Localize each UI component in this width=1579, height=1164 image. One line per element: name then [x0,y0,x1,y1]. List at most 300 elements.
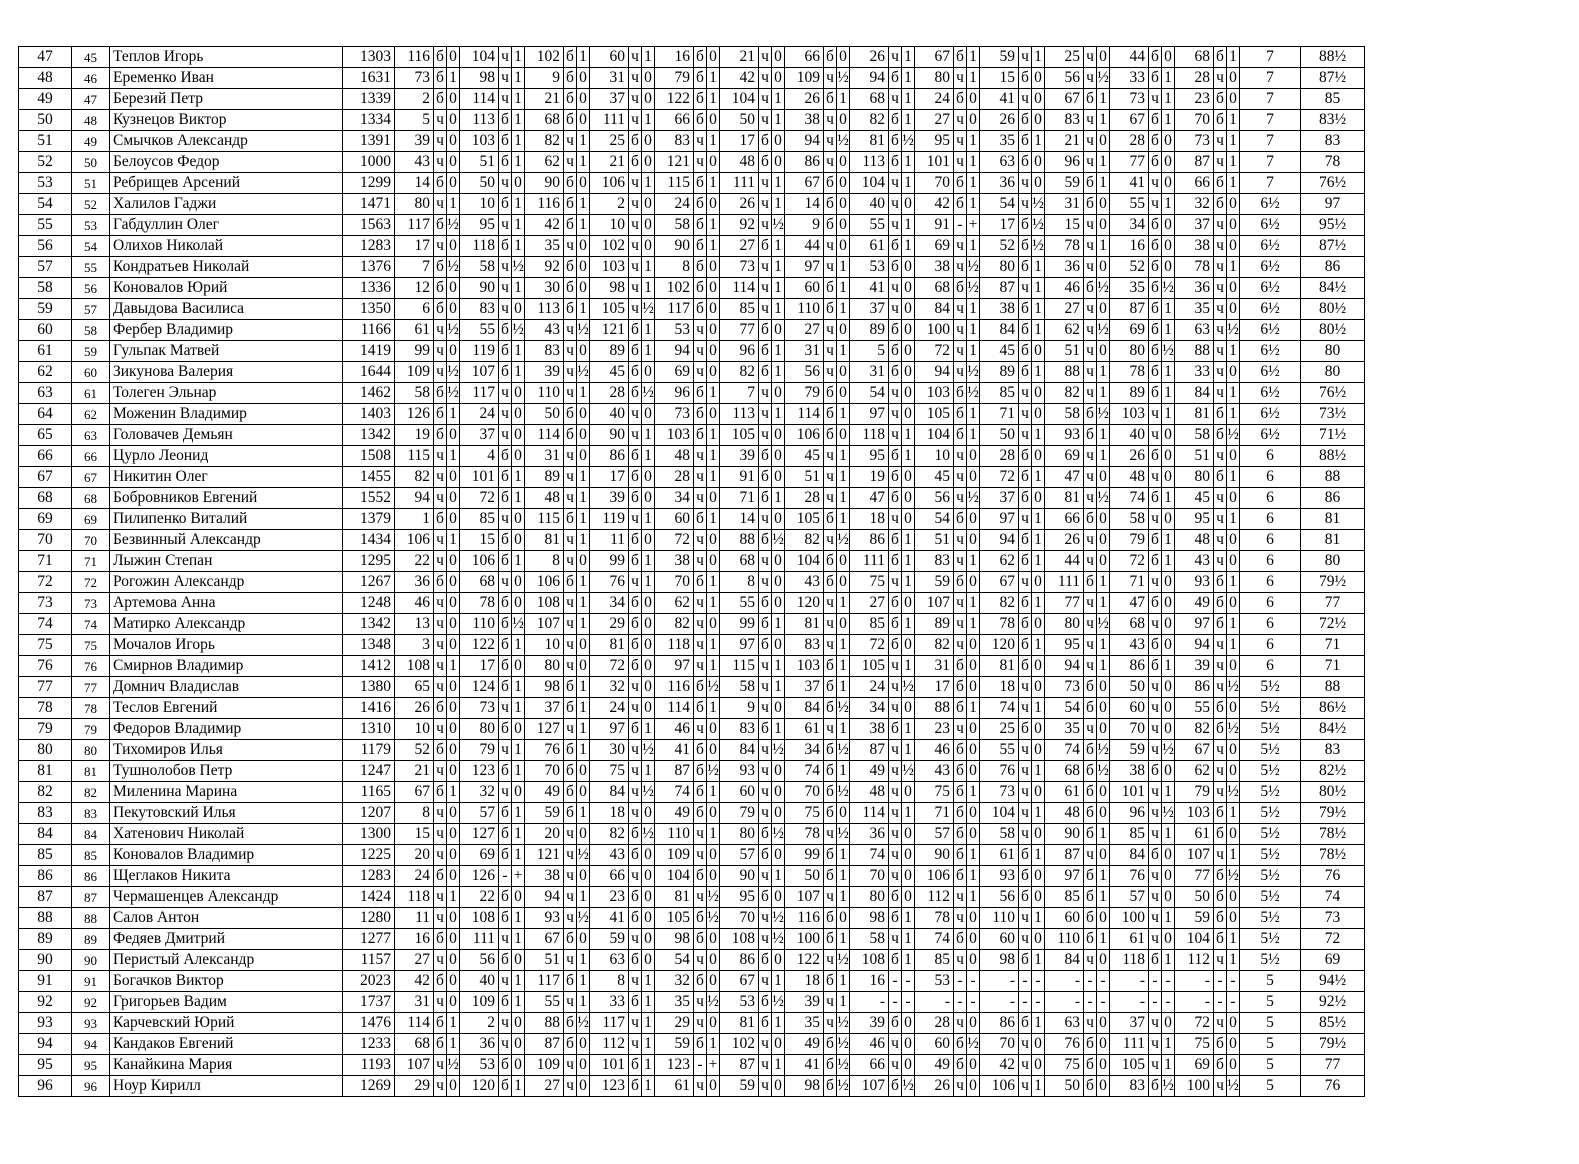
table-row [19,635,1365,656]
result-cell: 0 [772,782,785,803]
color-cell: ч [759,194,772,215]
opponent-cell: 29 [590,614,629,635]
color-cell: ч [954,614,967,635]
result-cell: 0 [902,866,915,887]
opponent-cell: 80 [395,194,434,215]
opponent-cell: - [1175,992,1214,1013]
opponent-cell: 31 [1045,194,1084,215]
result-cell: 0 [1227,236,1240,257]
result-cell: 1 [1097,152,1110,173]
opponent-cell: 94 [395,488,434,509]
start-number-cell: 69 [72,509,110,530]
opponent-cell: 104 [785,551,824,572]
color-cell: ч [889,425,902,446]
result-cell: 1 [707,656,720,677]
table-row [19,1055,1365,1076]
color-cell: б [434,971,447,992]
color-cell: ч [434,593,447,614]
result-cell: 1 [1032,530,1045,551]
opponent-cell: 82 [1175,719,1214,740]
color-cell: ч [629,110,642,131]
color-cell: ч [629,971,642,992]
tiebreak-cell: 95½ [1301,215,1365,236]
opponent-cell: 108 [460,908,499,929]
color-cell: б [629,950,642,971]
player-name-cell: Мочалов Игорь [110,635,343,656]
result-cell: 0 [902,404,915,425]
opponent-cell: 72 [915,341,954,362]
color-cell: б [694,929,707,950]
color-cell: ч [564,383,577,404]
color-cell: ч [499,404,512,425]
place-cell: 85 [19,845,72,866]
result-cell: + [512,866,525,887]
color-cell: ч [1214,320,1227,341]
color-cell: ч [889,194,902,215]
color-cell: - [1019,992,1032,1013]
result-cell: 0 [772,131,785,152]
color-cell: б [1084,404,1097,425]
result-cell: 1 [967,866,980,887]
opponent-cell: 67 [1110,110,1149,131]
color-cell: ч [759,278,772,299]
start-number-cell: 76 [72,656,110,677]
color-cell: ч [1149,824,1162,845]
color-cell: б [1214,698,1227,719]
opponent-cell: 90 [525,173,564,194]
color-cell: ч [889,299,902,320]
opponent-cell: 24 [915,89,954,110]
color-cell: ч [499,278,512,299]
place-cell: 68 [19,488,72,509]
result-cell: 0 [447,110,460,131]
result-cell: ½ [837,1055,850,1076]
color-cell: ч [629,68,642,89]
opponent-cell: 109 [655,845,694,866]
rating-cell: 1300 [343,824,395,845]
color-cell: ч [954,68,967,89]
result-cell: 1 [772,719,785,740]
result-cell: 0 [902,1055,915,1076]
player-name-cell: Кузнецов Виктор [110,110,343,131]
color-cell: б [499,635,512,656]
color-cell: б [1084,89,1097,110]
tiebreak-cell: 79½ [1301,572,1365,593]
opponent-cell: 70 [1175,110,1214,131]
color-cell: б [824,551,837,572]
table-row [19,467,1365,488]
result-cell: 1 [707,173,720,194]
opponent-cell: 39 [525,362,564,383]
rating-cell: 1233 [343,1034,395,1055]
color-cell: б [499,593,512,614]
result-cell: 0 [642,194,655,215]
opponent-cell: 81 [850,131,889,152]
color-cell: б [759,887,772,908]
opponent-cell: 8 [590,971,629,992]
table-row [19,362,1365,383]
color-cell: б [629,908,642,929]
opponent-cell: 31 [525,446,564,467]
opponent-cell: 58 [655,215,694,236]
opponent-cell: 98 [655,929,694,950]
result-cell: 1 [642,341,655,362]
opponent-cell: 112 [1175,950,1214,971]
color-cell: ч [499,782,512,803]
color-cell: б [954,866,967,887]
color-cell: б [694,1034,707,1055]
result-cell: ½ [642,383,655,404]
color-cell: ч [824,488,837,509]
result-cell: 0 [1227,194,1240,215]
table-row [19,992,1365,1013]
color-cell: ч [434,845,447,866]
opponent-cell: 55 [1175,698,1214,719]
opponent-cell: 103 [655,425,694,446]
color-cell: ч [954,152,967,173]
color-cell: б [564,110,577,131]
opponent-cell: 98 [460,68,499,89]
opponent-cell: 82 [980,593,1019,614]
result-cell: 0 [577,551,590,572]
opponent-cell: 83 [525,341,564,362]
result-cell: 1 [447,404,460,425]
opponent-cell: 52 [395,740,434,761]
color-cell: б [434,929,447,950]
opponent-cell: 27 [785,320,824,341]
player-name-cell: Ребрищев Арсений [110,173,343,194]
result-cell: 0 [447,299,460,320]
opponent-cell: 38 [1175,236,1214,257]
result-cell: 0 [707,971,720,992]
opponent-cell: 56 [980,887,1019,908]
opponent-cell: 85 [850,614,889,635]
place-cell: 82 [19,782,72,803]
color-cell: ч [1214,341,1227,362]
result-cell: 1 [1097,383,1110,404]
result-cell: 1 [642,971,655,992]
color-cell: ч [629,803,642,824]
result-cell: 0 [447,971,460,992]
color-cell: б [694,509,707,530]
rating-cell: 1299 [343,173,395,194]
opponent-cell: 8 [395,803,434,824]
rating-cell: 1283 [343,236,395,257]
color-cell: б [564,761,577,782]
result-cell: ½ [967,278,980,299]
result-cell: 1 [967,152,980,173]
color-cell: ч [694,719,707,740]
result-cell: 1 [642,761,655,782]
result-cell: 1 [1227,929,1240,950]
opponent-cell: - [1045,992,1084,1013]
color-cell: ч [954,950,967,971]
start-number-cell: 70 [72,530,110,551]
color-cell: ч [759,173,772,194]
opponent-cell: 40 [460,971,499,992]
color-cell: ч [1019,47,1032,68]
result-cell: 0 [902,698,915,719]
opponent-cell: 122 [460,635,499,656]
result-cell: 1 [1162,950,1175,971]
color-cell: б [499,719,512,740]
color-cell: б [824,803,837,824]
result-cell: 1 [1162,1034,1175,1055]
player-name-cell: Тихомиров Илья [110,740,343,761]
color-cell: б [434,1034,447,1055]
opponent-cell: 94 [1045,656,1084,677]
opponent-cell: 120 [785,593,824,614]
color-cell: б [1214,1034,1227,1055]
tiebreak-cell: 72½ [1301,614,1365,635]
color-cell: б [1214,425,1227,446]
color-cell: ч [1019,572,1032,593]
result-cell: 0 [642,404,655,425]
result-cell: 0 [1032,152,1045,173]
color-cell: б [1084,698,1097,719]
result-cell: 1 [1097,887,1110,908]
result-cell: 0 [1097,1034,1110,1055]
result-cell: 0 [447,572,460,593]
result-cell: 1 [1032,593,1045,614]
color-cell: ч [824,467,837,488]
result-cell: 1 [837,89,850,110]
result-cell: ½ [447,215,460,236]
result-cell: 1 [512,740,525,761]
opponent-cell: 24 [655,194,694,215]
rating-cell: 1269 [343,1076,395,1097]
result-cell: ½ [1097,68,1110,89]
opponent-cell: 80 [1175,467,1214,488]
opponent-cell: 92 [720,215,759,236]
color-cell: ч [1084,383,1097,404]
color-cell: ч [694,467,707,488]
player-name-cell: Никитин Олег [110,467,343,488]
table-row [19,110,1365,131]
color-cell: ч [759,509,772,530]
color-cell: б [1084,572,1097,593]
opponent-cell: 66 [590,866,629,887]
opponent-cell: 121 [525,845,564,866]
rating-cell: 1248 [343,593,395,614]
start-number-cell: 74 [72,614,110,635]
result-cell: 0 [512,446,525,467]
rating-cell: 1339 [343,89,395,110]
opponent-cell: 58 [460,257,499,278]
result-cell: 0 [1097,908,1110,929]
color-cell: ч [759,551,772,572]
place-cell: 73 [19,593,72,614]
color-cell: ч [1214,152,1227,173]
opponent-cell: 50 [980,425,1019,446]
result-cell: 1 [1032,803,1045,824]
opponent-cell: 94 [525,887,564,908]
opponent-cell: 55 [850,215,889,236]
result-cell: 1 [512,467,525,488]
opponent-cell: 23 [1175,89,1214,110]
opponent-cell: 21 [590,152,629,173]
opponent-cell: 26 [1045,530,1084,551]
opponent-cell: 82 [590,824,629,845]
color-cell: ч [434,236,447,257]
color-cell: б [824,299,837,320]
result-cell: ½ [447,362,460,383]
place-cell: 75 [19,635,72,656]
color-cell: б [434,257,447,278]
player-name-cell: Федяев Дмитрий [110,929,343,950]
result-cell: 0 [967,656,980,677]
result-cell: 1 [772,110,785,131]
player-name-cell: Моженин Владимир [110,404,343,425]
color-cell: б [694,677,707,698]
result-cell: 0 [447,236,460,257]
opponent-cell: 54 [980,194,1019,215]
result-cell: 1 [642,992,655,1013]
result-cell: 0 [1032,866,1045,887]
opponent-cell: 85 [915,950,954,971]
result-cell: 1 [512,110,525,131]
opponent-cell: 39 [395,131,434,152]
opponent-cell: 97 [785,257,824,278]
tiebreak-cell: 72 [1301,929,1365,950]
points-cell: 5 [1240,1034,1301,1055]
color-cell: ч [1084,467,1097,488]
tiebreak-cell: 88 [1301,467,1365,488]
opponent-cell: 21 [525,89,564,110]
result-cell: 1 [577,131,590,152]
result-cell: 0 [1097,257,1110,278]
result-cell: 0 [512,530,525,551]
color-cell: б [629,992,642,1013]
opponent-cell: 114 [720,278,759,299]
table-row [19,278,1365,299]
opponent-cell: 81 [590,635,629,656]
opponent-cell: 105 [720,425,759,446]
result-cell: - [1097,992,1110,1013]
color-cell: б [434,404,447,425]
result-cell: 0 [642,929,655,950]
opponent-cell: 50 [460,173,499,194]
result-cell: 0 [967,908,980,929]
opponent-cell: 74 [850,845,889,866]
opponent-cell: 106 [525,572,564,593]
color-cell: ч [954,110,967,131]
result-cell: 0 [512,572,525,593]
place-cell: 92 [19,992,72,1013]
opponent-cell: 38 [980,299,1019,320]
opponent-cell: 117 [395,215,434,236]
result-cell: 1 [1097,572,1110,593]
result-cell: 1 [1032,509,1045,530]
color-cell: ч [889,404,902,425]
opponent-cell: 61 [980,845,1019,866]
opponent-cell: 25 [1045,47,1084,68]
color-cell: б [694,299,707,320]
color-cell: ч [564,866,577,887]
opponent-cell: 59 [655,1034,694,1055]
place-cell: 88 [19,908,72,929]
color-cell: б [889,530,902,551]
result-cell: 0 [772,950,785,971]
points-cell: 5½ [1240,761,1301,782]
opponent-cell: 107 [785,887,824,908]
result-cell: 1 [1032,299,1045,320]
points-cell: 6 [1240,656,1301,677]
color-cell: б [1149,215,1162,236]
color-cell: б [499,152,512,173]
color-cell: б [1214,467,1227,488]
color-cell: б [1084,866,1097,887]
result-cell: 0 [772,887,785,908]
result-cell: 0 [837,236,850,257]
color-cell: б [1149,320,1162,341]
result-cell: 1 [902,572,915,593]
color-cell: ч [1084,551,1097,572]
color-cell: ч [954,593,967,614]
opponent-cell: 98 [590,278,629,299]
result-cell: 0 [772,572,785,593]
opponent-cell: 126 [460,866,499,887]
opponent-cell: 88 [915,698,954,719]
opponent-cell: 87 [525,1034,564,1055]
color-cell: ч [1084,152,1097,173]
opponent-cell: 80 [915,68,954,89]
color-cell: ч [1019,89,1032,110]
opponent-cell: 95 [720,887,759,908]
result-cell: 1 [837,929,850,950]
opponent-cell: 42 [980,1055,1019,1076]
opponent-cell: 92 [525,257,564,278]
opponent-cell: 96 [655,383,694,404]
color-cell: б [694,47,707,68]
color-cell: ч [889,824,902,845]
color-cell: ч [954,635,967,656]
opponent-cell: 55 [720,593,759,614]
color-cell: ч [1084,656,1097,677]
result-cell: 0 [1162,719,1175,740]
result-cell: 1 [1227,383,1240,404]
rating-cell: 1157 [343,950,395,971]
place-cell: 53 [19,173,72,194]
result-cell: 0 [967,950,980,971]
result-cell: 0 [902,299,915,320]
color-cell: ч [759,740,772,761]
opponent-cell: 78 [460,593,499,614]
rating-cell: 1434 [343,530,395,551]
table-row [19,551,1365,572]
result-cell: 0 [1032,341,1045,362]
result-cell: ½ [1032,194,1045,215]
points-cell: 7 [1240,131,1301,152]
result-cell: 0 [642,593,655,614]
place-cell: 83 [19,803,72,824]
result-cell: 0 [642,656,655,677]
result-cell: 1 [1162,89,1175,110]
result-cell: ½ [772,530,785,551]
start-number-cell: 68 [72,488,110,509]
color-cell: б [954,782,967,803]
player-name-cell: Бобровников Евгений [110,488,343,509]
result-cell: 1 [707,698,720,719]
color-cell: б [954,656,967,677]
opponent-cell: 78 [1110,362,1149,383]
opponent-cell: 8 [655,257,694,278]
result-cell: 1 [577,383,590,404]
opponent-cell: 36 [1045,257,1084,278]
color-cell: б [824,47,837,68]
color-cell: б [759,488,772,509]
color-cell: ч [434,908,447,929]
